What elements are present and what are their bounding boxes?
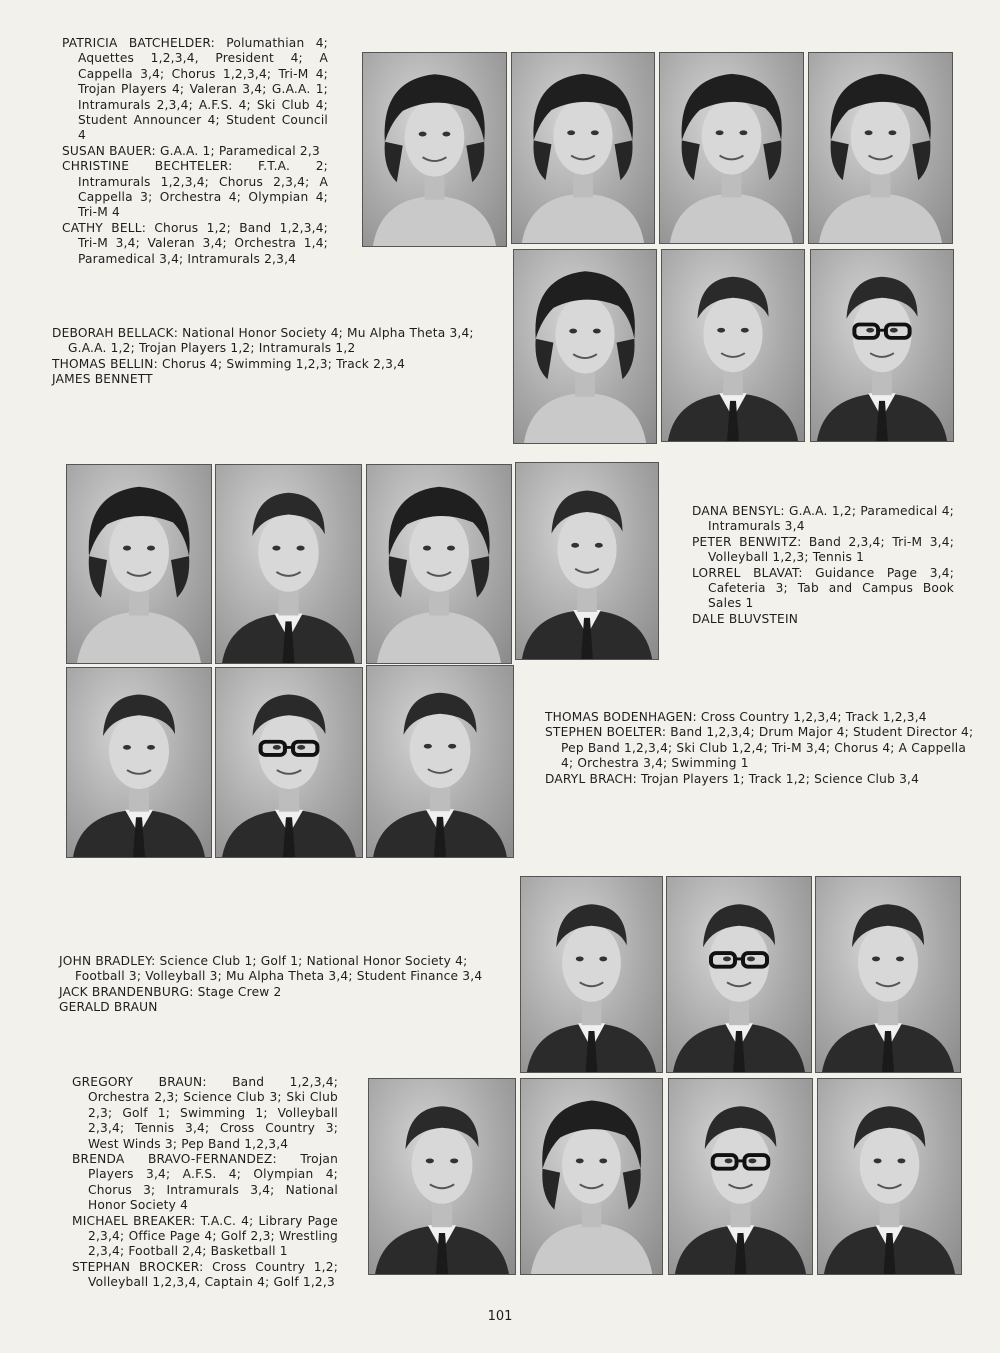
caption-entry: DANA BENSYL: G.A.A. 1,2; Paramedical 4; Intramurals 3,4	[692, 504, 954, 534]
caption-entry: JACK BRANDENBURG: Stage Crew 2	[59, 984, 282, 999]
portrait-photo	[666, 876, 812, 1073]
caption-entry: SUSAN BAUER: G.A.A. 1; Paramedical 2,3	[62, 143, 320, 158]
caption-entry: JOHN BRADLEY: Science Club 1; Golf 1; National Honor Society 4; Football 3; Volleyball 3; Mu Alpha Theta 3,4; Student Finance 3,4	[59, 954, 483, 984]
portrait-photo	[362, 52, 507, 247]
caption-entry: PETER BENWITZ: Band 2,3,4; Tri-M 3,4; Volleyball 1,2,3; Tennis 1	[692, 534, 954, 565]
portrait-photo	[66, 464, 212, 664]
caption-entry: DALE BLUVSTEIN	[692, 611, 799, 626]
portrait-photo	[513, 249, 657, 444]
caption-group-6	[72, 1075, 338, 1291]
caption-group-4	[545, 710, 975, 787]
caption-entry: JAMES BENNETT	[52, 372, 153, 387]
caption-entry: MICHAEL BREAKER: T.A.C. 4; Library Page 2,3,4; Office Page 4; Golf 2,3; Wrestling 2,3,4; Football 2,4; Basketball 1	[72, 1213, 338, 1259]
portrait-photo	[817, 1078, 962, 1275]
caption-entry: CHRISTINE BECHTELER: F.T.A. 2; Intramurals 1,2,3,4; Chorus 2,3,4; A Cappella 3; Orchestra 4; Olympian 4; Tri-M 4	[62, 159, 328, 220]
portrait-photo	[661, 249, 805, 442]
caption-entry: BRENDA BRAVO-FERNANDEZ: Trojan Players 3,4; A.F.S. 4; Olympian 4; Chorus 3; Intramurals 3,4; National Honor Society 4	[72, 1152, 338, 1213]
caption-entry: GREGORY BRAUN: Band 1,2,3,4; Orchestra 2,3; Science Club 3; Ski Club 2,3; Golf 1; Swimming 1; Volleyball 2,3,4; Tennis 3,4; Cross Country 3; West Winds 3; Pep Band 1,2,3,4	[72, 1075, 338, 1151]
portrait-photo	[215, 667, 363, 858]
portrait-photo	[215, 464, 362, 664]
portrait-photo	[515, 462, 659, 660]
page-number: 101	[487, 1309, 513, 1324]
portrait-photo	[810, 249, 954, 442]
caption-entry: DEBORAH BELLACK: National Honor Society 4; Mu Alpha Theta 3,4; G.A.A. 1,2; Trojan Players 1,2; Intramurals 1,2	[52, 326, 474, 356]
portrait-photo	[668, 1078, 813, 1275]
portrait-photo	[368, 1078, 516, 1275]
caption-entry: STEPHAN BROCKER: Cross Country 1,2; Volleyball 1,2,3,4, Captain 4; Golf 1,2,3	[72, 1259, 338, 1290]
portrait-photo	[511, 52, 655, 244]
caption-group-3	[692, 504, 954, 627]
portrait-photo	[66, 667, 212, 858]
portrait-photo	[366, 464, 512, 664]
portrait-photo	[808, 52, 953, 244]
caption-entry: STEPHEN BOELTER: Band 1,2,3,4; Drum Major 4; Student Director 4; Pep Band 1,2,3,4; Ski Club 1,2,4; Tri-M 3,4; Chorus 4; A Cappella 4; Orchestra 3,4; Swimming 1	[545, 725, 974, 771]
caption-entry: DARYL BRACH: Trojan Players 1; Track 1,2; Science Club 3,4	[545, 771, 920, 786]
portrait-photo	[815, 876, 961, 1073]
caption-group-2	[52, 326, 502, 388]
portrait-photo	[659, 52, 804, 244]
portrait-photo	[520, 876, 663, 1073]
caption-entry: THOMAS BELLIN: Chorus 4; Swimming 1,2,3; Track 2,3,4	[52, 356, 406, 371]
caption-entry: CATHY BELL: Chorus 1,2; Band 1,2,3,4; Tri-M 3,4; Valeran 3,4; Orchestra 1,4; Paramedical 3,4; Intramurals 2,3,4	[62, 220, 328, 266]
portrait-photo	[366, 665, 514, 858]
caption-entry: GERALD BRAUN	[59, 1000, 158, 1015]
portrait-photo	[520, 1078, 663, 1275]
caption-entry: THOMAS BODENHAGEN: Cross Country 1,2,3,4; Track 1,2,3,4	[545, 710, 927, 724]
caption-group-5	[59, 954, 499, 1016]
caption-entry: PATRICIA BATCHELDER: Polumathian 4; Aquettes 1,2,3,4, President 4; A Cappella 3,4; Chorus 1,2,3,4; Tri-M 4; Trojan Players 4; Valeran 3,4; G.A.A. 1; Intramurals 2,3,4; A.F.S. 4; Ski Club 4; Student Announcer 4; Student Council 4	[62, 36, 328, 143]
caption-entry: LORREL BLAVAT: Guidance Page 3,4; Cafeteria 3; Tab and Campus Book Sales 1	[692, 565, 954, 611]
caption-group-1	[62, 36, 328, 267]
